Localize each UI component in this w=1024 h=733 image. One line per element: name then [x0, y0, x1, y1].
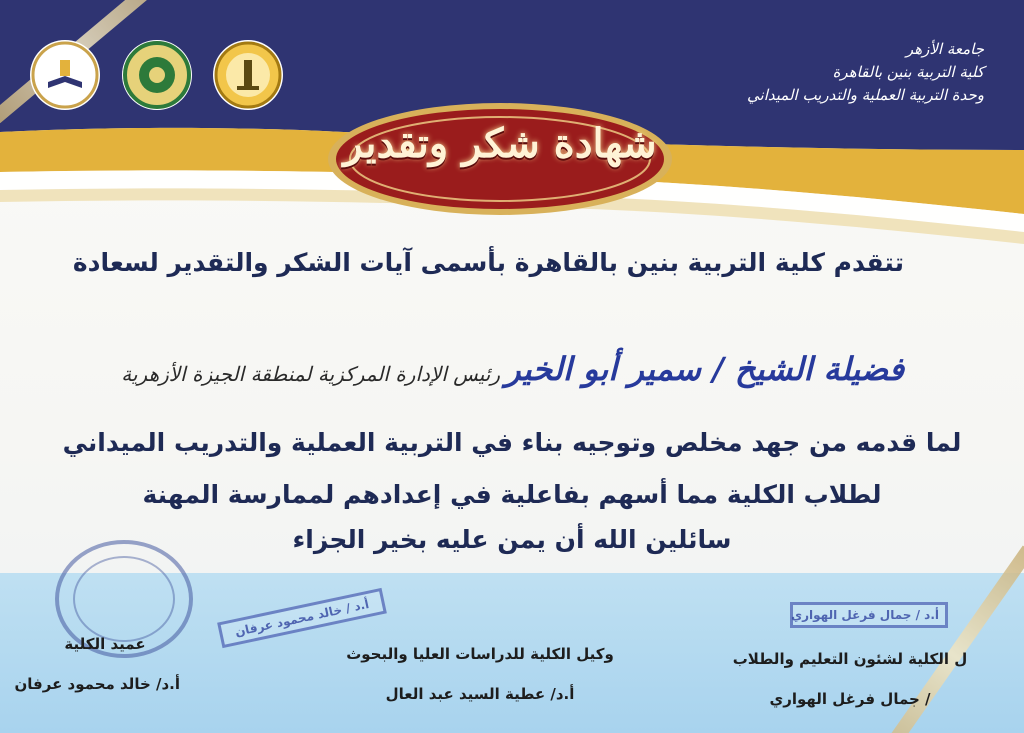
- institution-unit: وحدة التربية العملية والتدريب الميداني: [747, 86, 984, 104]
- honoree-name: فضيلة الشيخ / سمير أبو الخير: [505, 350, 904, 388]
- signature-vice-dean-grad: [330, 645, 630, 703]
- institution-block: [684, 38, 984, 107]
- signature-vice-dean-affairs-title: ل الكلية لشئون التعليم والطلاب: [732, 650, 968, 668]
- signature-vice-dean-grad-title: وكيل الكلية للدراسات العليا والبحوث: [346, 645, 614, 663]
- faculty-logo: [122, 40, 192, 110]
- vice-dean-name-stamp: أ.د / جمال فرغل الهواري: [790, 602, 948, 628]
- body-line-1: لما قدمه من جهد مخلص وتوجيه بناء في التربية العملية والتدريب الميداني: [62, 428, 962, 457]
- honoree-role: رئيس الإدارة المركزية لمنطقة الجيزة الأزهرية: [121, 362, 500, 386]
- dean-name-stamp: أ.د / خالد محمود عرفان: [217, 588, 387, 648]
- mosque-seal-icon: [213, 40, 283, 110]
- signature-dean-title: عميد الكلية: [64, 635, 146, 653]
- certificate-title: شهادة شكر وتقدير: [343, 120, 657, 167]
- institution-faculty: كلية التربية بنين بالقاهرة: [832, 63, 984, 81]
- green-seal-icon: [122, 40, 192, 110]
- signature-dean-name: أ.د/ خالد محمود عرفان: [14, 675, 180, 693]
- signature-vice-dean-grad-name: أ.د/ عطية السيد عبد العال: [385, 685, 575, 703]
- body-line-2: لطلاب الكلية مما أسهم بفاعلية في إعدادهم لممارسة المهنة: [142, 480, 882, 509]
- book-emblem-icon: [30, 40, 100, 110]
- university-logo: [30, 40, 100, 110]
- body-line-3: سائلين الله أن يمن عليه بخير الجزاء: [292, 525, 732, 554]
- signature-vice-dean-affairs-name: / جمال فرغل الهواري: [769, 690, 931, 708]
- intro-text: تتقدم كلية التربية بنين بالقاهرة بأسمى آيات الشكر والتقدير لسعادة: [72, 248, 904, 277]
- signature-dean: [14, 635, 180, 693]
- signature-vice-dean-affairs: [700, 650, 1000, 708]
- institution-university: جامعة الأزهر: [905, 40, 984, 58]
- al-azhar-logo: [213, 40, 283, 110]
